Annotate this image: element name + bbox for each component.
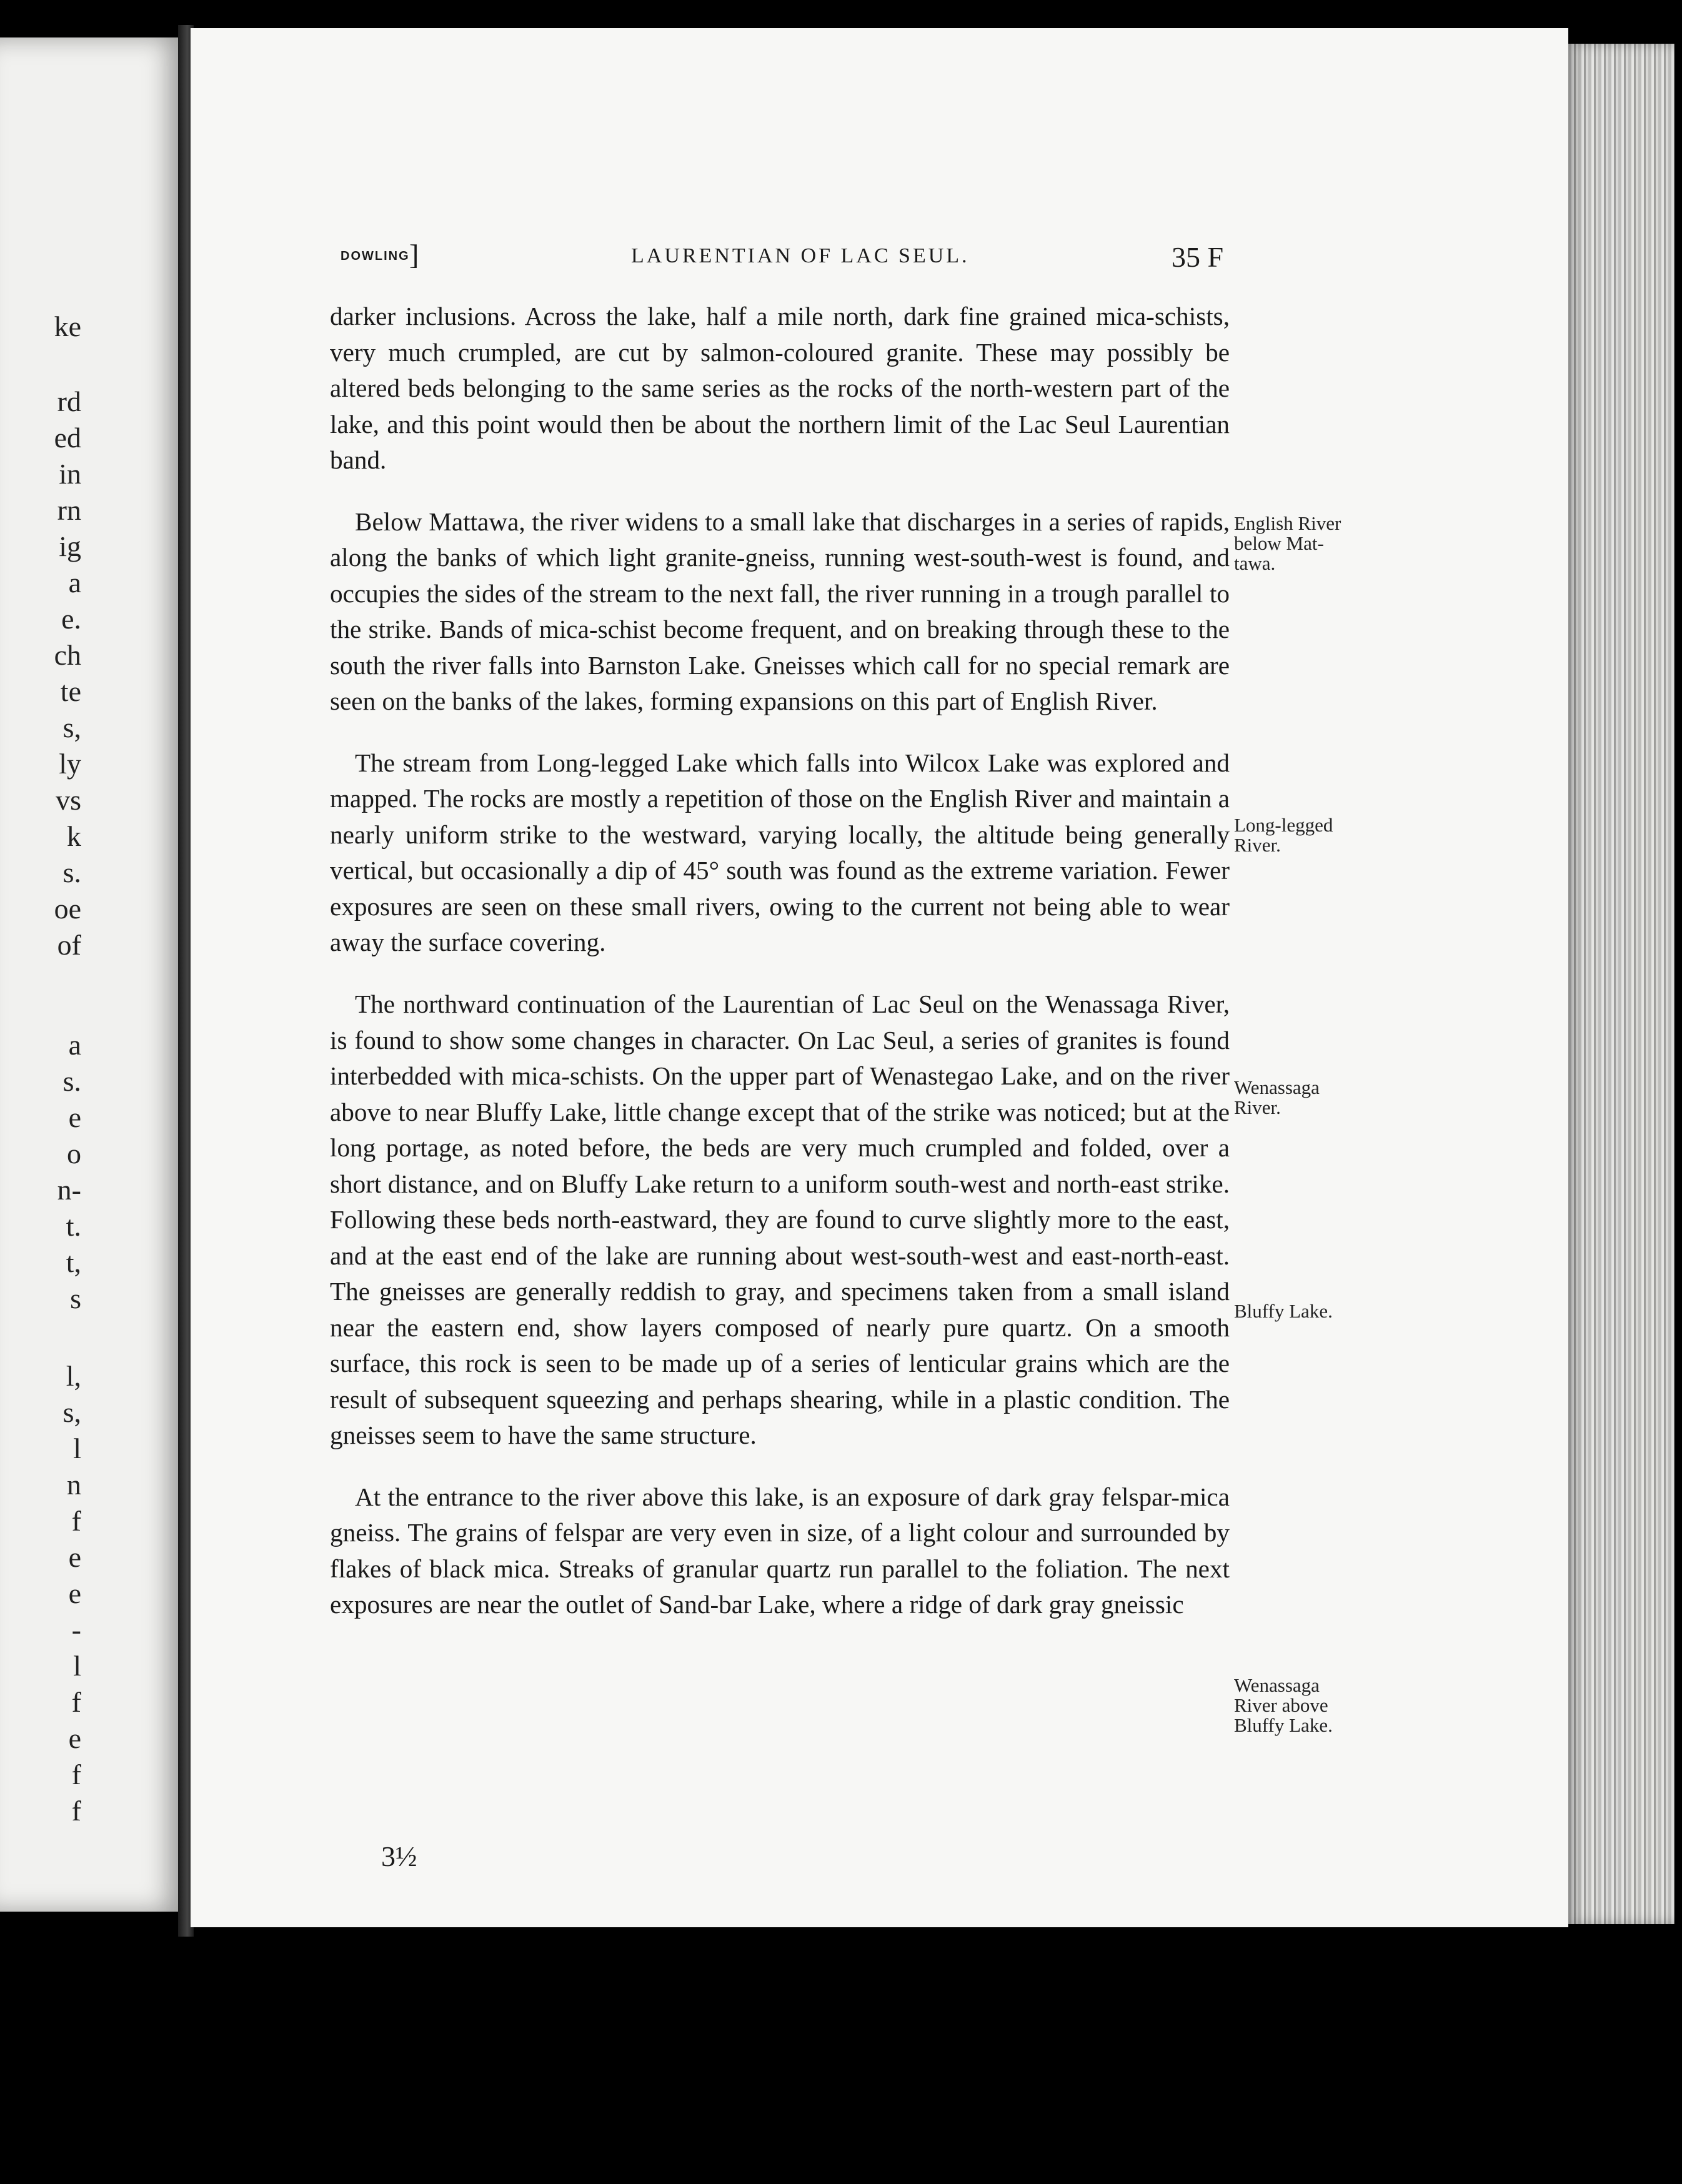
previous-page-fragment: oe — [54, 893, 81, 925]
previous-page-fragment: e — [68, 1101, 81, 1133]
previous-page-fragment: s, — [62, 1396, 81, 1428]
previous-page-fragment: rn — [57, 494, 81, 526]
running-header — [341, 241, 1234, 278]
previous-page-fragment: ig — [59, 530, 81, 562]
previous-page-fragment: e — [68, 1577, 81, 1609]
paragraph: At the entrance to the river above this lake, is an exposure of dark gray felspar-mica gneiss. The grains of felspar are very even in size, of a light colour and surrounded by flakes of black mica. Streaks of granular quartz run parallel to the foliation. The next exposures are near the outlet of Sand-bar Lake, where a ridge of dark gray gneissic — [330, 1482, 1230, 1619]
previous-page-fragment: t, — [66, 1246, 81, 1278]
previous-page-fragment: s — [70, 1283, 81, 1314]
previous-page-fragment: o — [67, 1138, 81, 1169]
header-author: DOWLING — [341, 249, 410, 263]
previous-page-fragment: ke — [54, 310, 81, 342]
previous-page-fragment: ch — [54, 639, 81, 671]
side-note-long-legged-river — [1234, 815, 1333, 855]
previous-page-fragment: t. — [66, 1210, 81, 1242]
side-note-line: Long-legged — [1234, 814, 1333, 836]
side-note-line: Wenassaga — [1234, 1674, 1320, 1696]
previous-page-fragment: f — [71, 1759, 81, 1790]
previous-page-fragment: te — [60, 675, 81, 707]
signature-mark: 3½ — [381, 1840, 417, 1872]
previous-page-fragment: e — [68, 1722, 81, 1754]
previous-page-fragment: in — [59, 458, 81, 490]
previous-page-fragment: vs — [56, 784, 81, 816]
previous-page-fragment: of — [57, 929, 81, 961]
previous-page-fragment: s, — [62, 712, 81, 743]
page-edges — [1568, 44, 1675, 1924]
side-note-english-river — [1234, 514, 1341, 573]
side-note-wenassaga-above-bluffy — [1234, 1675, 1333, 1735]
side-note-line: River. — [1234, 1096, 1281, 1118]
side-note-line: below Mat- — [1234, 532, 1324, 554]
paragraph: The northward continuation of the Laurentian of Lac Seul on the Wenassaga River, is found to show some changes in character. On Lac Seul, a series of granites is found interbedded with mica-schists. On the upper part of Wenastegao Lake, and on the river above to near Bluffy Lake, little change except that of the strike was noticed; but at the long portage, as noted before, the beds are very much crumpled and folded, over a short distance, and on Bluffy Lake return to a uniform south-west and north-east strike. Following these beds north-eastward, they are found to curve slightly more to the east, and at the east end of the lake are running about west-south-west and east-north-east. The gneisses are generally reddish to gray, and specimens taken from a small island near the eastern end, show layers composed of nearly pure quartz. On a smooth surface, this rock is seen to be made up of a series of lenticular grains which are the result of subsequent squeezing and perhaps shearing, while in a plastic condition. The gneisses seem to have the same structure. — [330, 990, 1230, 1450]
previous-page-fragment: f — [71, 1505, 81, 1537]
previous-page-fragment: rd — [57, 385, 81, 417]
previous-page-fragment: l, — [66, 1360, 81, 1392]
paragraph: darker inclusions. Across the lake, half a mile north, dark fine grained mica-schists, very much crumpled, are cut by salmon-coloured granite. These may possibly be altered beds belonging to the same series as the rocks of the north-western part of the lake, and this point would then be about the northern limit of the Lac Seul Laurentian band. — [330, 302, 1230, 474]
previous-page-fragment: l — [73, 1432, 81, 1464]
previous-page-text-fragments — [6, 312, 81, 1874]
previous-page-fragment: n — [67, 1469, 81, 1501]
previous-page-fragment: f — [71, 1795, 81, 1827]
previous-page-fragment: n- — [57, 1174, 81, 1206]
previous-page-fragment: a — [68, 1029, 81, 1061]
side-note-wenassaga-river — [1234, 1078, 1320, 1118]
previous-page-fragment: a — [68, 567, 81, 598]
side-note-line: Bluffy Lake. — [1234, 1300, 1333, 1322]
header-bracket: ] — [409, 239, 419, 271]
paragraph: Below Mattawa, the river widens to a small lake that discharges in a series of rapids, along the banks of which light granite-gneiss, running west-south-west is found, and occupies the sides of the stream to the next fall, the river running in a trough parallel to the strike. Bands of mica-schist become frequent, and on breaking through these to the south the river falls into Barnston Lake. Gneisses which call for no special remark are seen on the banks of the lakes, forming expansions on this part of English River. — [330, 507, 1230, 716]
previous-page-fragment: f — [71, 1686, 81, 1718]
previous-page-fragment: - — [71, 1614, 81, 1645]
previous-page-edge — [0, 37, 187, 1912]
side-note-line: River. — [1234, 834, 1281, 856]
previous-page-fragment: e. — [61, 603, 81, 635]
previous-page-fragment: ed — [54, 422, 81, 454]
side-note-line: English River — [1234, 512, 1341, 534]
previous-page-fragment: l — [73, 1650, 81, 1682]
side-note-line: River above — [1234, 1694, 1328, 1716]
previous-page-fragment: s. — [62, 1065, 81, 1097]
previous-page-fragment: ly — [59, 748, 81, 780]
side-note-bluffy-lake — [1234, 1301, 1333, 1321]
body-text — [330, 299, 1230, 1623]
side-note-line: Wenassaga — [1234, 1076, 1320, 1098]
previous-page-fragment: s. — [62, 856, 81, 888]
side-note-line: Bluffy Lake. — [1234, 1714, 1333, 1736]
paragraph: The stream from Long-legged Lake which falls into Wilcox Lake was explored and mapped. The rocks are mostly a repetition of those on the English River and maintain a nearly uniform strike to the westward, varying locally, the altitude being generally vertical, but occasionally a dip of 45° south was found as the extreme variation. Fewer exposures are seen on these small rivers, owing to the current not being able to wear away the surface covering. — [330, 748, 1230, 957]
side-note-line: tawa. — [1234, 552, 1276, 574]
previous-page-fragment: e — [68, 1541, 81, 1573]
previous-page-fragment: k — [67, 820, 81, 852]
header-title: LAURENTIAN OF LAC SEUL. — [631, 244, 970, 267]
page-number: 35 F — [1172, 241, 1224, 273]
